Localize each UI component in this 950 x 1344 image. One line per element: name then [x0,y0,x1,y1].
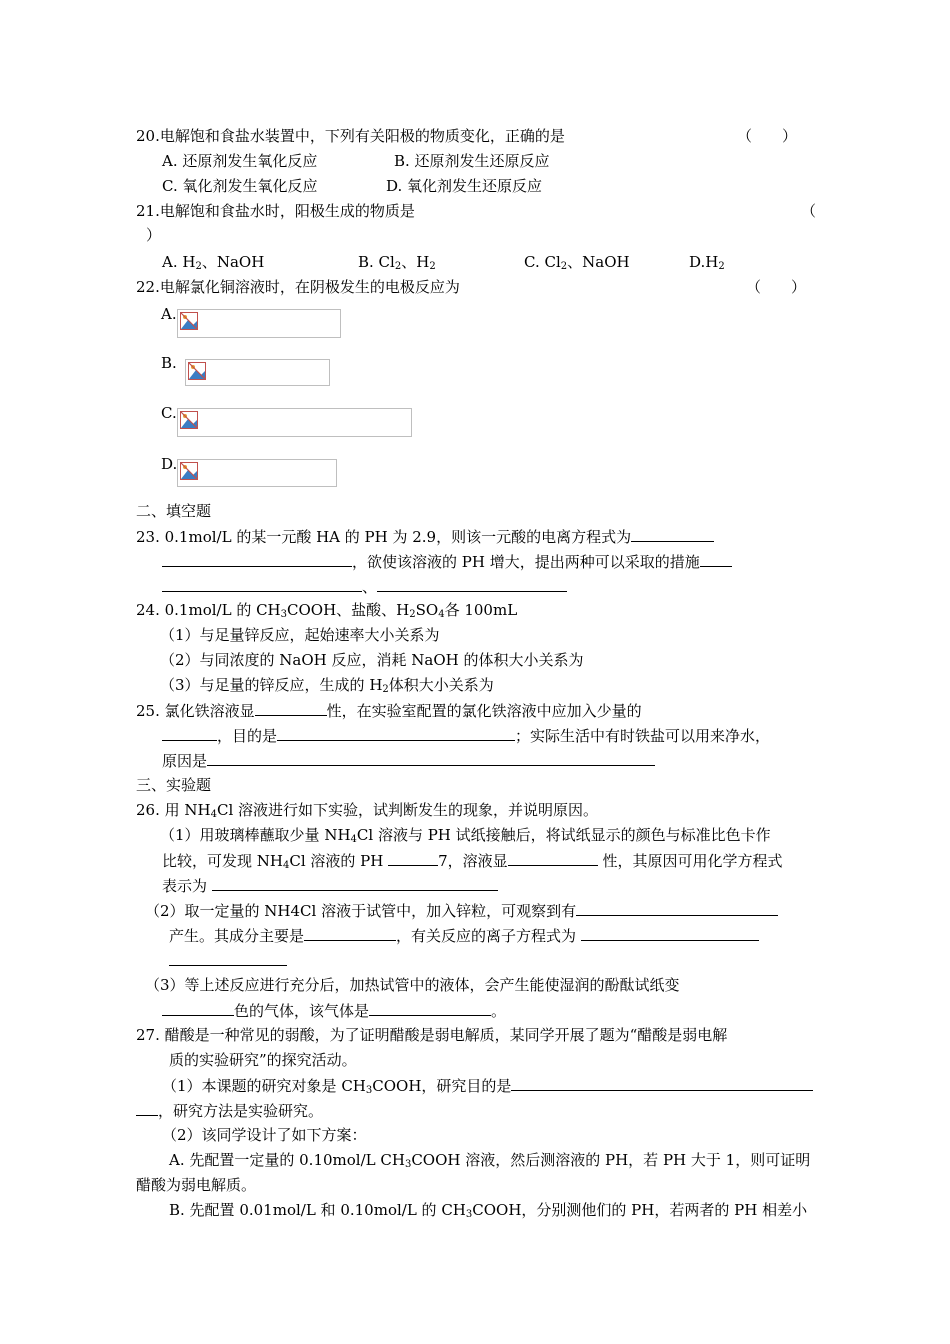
q20-option-b: B. 还原剂发生还原反应 [394,152,550,170]
q26-part1-line2: 比较，可发现 $NH_4Cl$ 溶液的 PH 7，溶液显 性，其原因可用化学方程式 [162,852,783,871]
broken-image-icon [180,312,198,330]
broken-image-icon [188,362,206,380]
q25-line2: ，目的是 ；实际生活中有时铁盐可以用来净水， [162,726,770,745]
answer-blank[interactable] [388,851,438,866]
q21-stem: 21.电解饱和食盐水时，阳极生成的物质是 [136,202,415,220]
section-heading-experiment: 三、实验题 [136,776,212,794]
answer-blank[interactable] [700,552,732,567]
answer-blank[interactable] [511,1076,813,1091]
answer-blank[interactable] [377,577,567,592]
broken-image-icon [180,462,198,480]
q20-option-d: D. 氧化剂发生还原反应 [386,177,543,195]
q26-part1-line1: （1）用玻璃棒蘸取少量 $NH_4Cl$ 溶液与 PH 试纸接触后，将试纸显示的颜色与标准比色卡作 [160,826,771,845]
q24-part1: （1）与足量锌反应，起始速率大小关系为 [160,626,440,644]
q27-part1-line1: （1）本课题的研究对象是 $CH_3COOH$，研究目的是 [162,1076,813,1095]
answer-blank[interactable] [369,1001,491,1016]
q24-part2: （2）与同浓度的 NaOH 反应，消耗 NaOH 的体积大小关系为 [160,651,584,669]
q20-option-c: C. 氧化剂发生氧化反应 [162,177,318,195]
answer-blank[interactable] [136,1101,158,1116]
q22-stem: 22.电解氯化铜溶液时，在阴极发生的电极反应为 [136,278,460,296]
q27-part2: （2）该同学设计了如下方案： [162,1126,367,1144]
q23-line2: ，欲使该溶液的 PH 增大，提出两种可以采取的措施 [162,552,732,571]
q22-option-d-label: D. [161,455,178,473]
answer-blank[interactable] [162,1001,234,1016]
q26-part2-line3 [169,951,287,970]
q26-part2-line1: （2）取一定量的 NH4Cl 溶液于试管中，加入锌粒，可观察到有 [145,901,778,920]
q21-bracket-close: ） [146,226,162,244]
q22-option-d-image [177,459,337,487]
answer-blank[interactable] [508,851,598,866]
q20-option-a: A. 还原剂发生氧化反应 [162,152,318,170]
q23-line3: 、 [162,577,567,596]
answer-blank[interactable] [631,527,714,542]
answer-blank[interactable] [162,577,362,592]
answer-blank[interactable] [162,726,217,741]
q21-option-a: A. $H_2$、NaOH [162,253,265,272]
q26-part1-line3: 表示为 [162,876,498,895]
answer-blank[interactable] [581,926,759,941]
answer-blank[interactable] [169,951,287,966]
q21-bracket-open: （ [801,202,817,220]
q27-plan-b-line1: B. 先配置 0.01mol/L 和 0.10mol/L 的 $CH_3COOH$，分别测他们的 PH，若两者的 PH 相差小 [169,1201,808,1220]
q24-stem: 24. 0.1mol/L 的 $CH_3COOH$、盐酸、$H_2SO_4$各 100mL [136,601,518,620]
q21-option-d: $D.H_2$ [689,253,725,272]
section-heading-fill-in: 二、填空题 [136,502,212,520]
broken-image-icon [180,411,198,429]
q22-option-a-label: A. [161,305,177,323]
answer-blank[interactable] [162,552,352,567]
answer-blank[interactable] [304,926,396,941]
q21-option-c: C. $Cl_2$、NaOH [524,253,630,272]
q27-plan-a-line2: 醋酸为弱电解质。 [136,1176,257,1194]
q21-option-b: B. $Cl_2$、$H_2$ [358,253,436,272]
q22-option-a-image [177,309,341,338]
q22-option-b-image [185,359,330,386]
q23-line1: 23. 0.1mol/L 的某一元酸 HA 的 PH 为 2.9，则该一元酸的电离方程式为 [136,527,714,546]
answer-blank[interactable] [255,701,327,716]
q25-line1: 25. 氯化铁溶液显 性，在实验室配置的氯化铁溶液中应加入少量的 [136,702,642,720]
q22-answer-bracket: （ ） [746,278,807,296]
q27-plan-a-line1: A. 先配置一定量的 0.10mol/L $CH_3COOH$ 溶液，然后测溶液的 PH，若 PH 大于 1，则可证明 [169,1151,811,1170]
q26-part3-line1: （3）等上述反应进行充分后，加热试管中的液体，会产生能使湿润的酚酞试纸变 [145,976,680,994]
answer-blank[interactable] [576,901,778,916]
q26-part2-line2: 产生。其成分主要是 ，有关反应的离子方程式为 [169,926,759,945]
q26-stem: 26. 用 $NH_4Cl$ 溶液进行如下实验，试判断发生的现象，并说明原因。 [136,801,599,820]
q25-line3: 原因是 [162,751,655,770]
q22-option-c-label: C. [161,404,177,422]
q22-option-c-image [177,408,412,437]
q27-line2: 质的实验研究”的探究活动。 [169,1051,357,1069]
q20-stem: 20.电解饱和食盐水装置中，下列有关阳极的物质变化，正确的是 [136,127,565,145]
q27-line1: 27. 醋酸是一种常见的弱酸，为了证明醋酸是弱电解质，某同学开展了题为“醋酸是弱电解 [136,1026,728,1044]
q22-option-b-label: B. [161,354,177,372]
answer-blank[interactable] [212,876,498,891]
answer-blank[interactable] [207,751,655,766]
answer-blank[interactable] [277,726,515,741]
q27-part1-line2: ，研究方法是实验研究。 [136,1101,323,1120]
q24-part3: （3）与足量的锌反应，生成的 $H_2$体积大小关系为 [160,676,494,695]
q20-answer-bracket: （ ） [737,127,798,145]
q26-part3-line2: 色的气体，该气体是 。 [162,1001,506,1020]
